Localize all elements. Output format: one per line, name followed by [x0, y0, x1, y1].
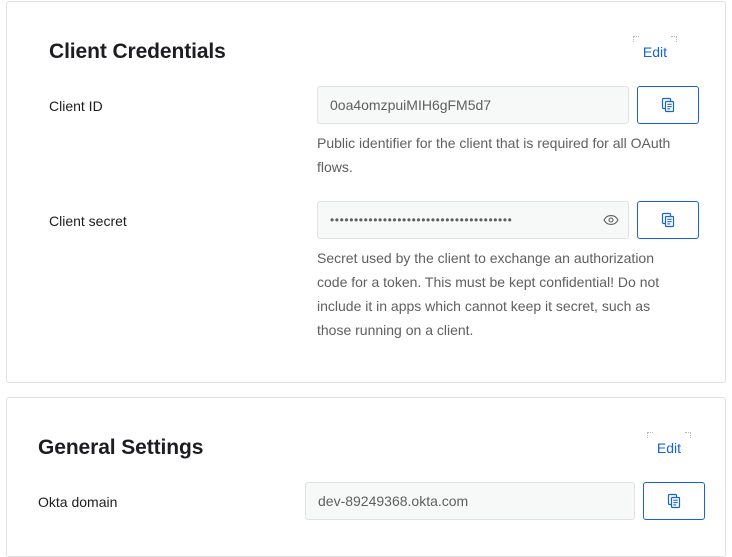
client-credentials-title: Client Credentials: [49, 40, 226, 63]
edit-client-credentials-link[interactable]: Edit: [637, 40, 673, 64]
general-settings-title: General Settings: [38, 436, 204, 459]
eye-icon[interactable]: [602, 211, 620, 229]
okta-domain-row: [27, 482, 705, 520]
okta-domain-label: Okta domain: [38, 494, 118, 510]
copy-okta-domain-button[interactable]: [643, 482, 705, 520]
copy-icon: [660, 212, 676, 228]
okta-domain-input[interactable]: dev-89249368.okta.com: [305, 482, 635, 520]
copy-icon: [666, 493, 682, 509]
client-credentials-header: [27, 24, 705, 64]
client-secret-input-wrap: [317, 201, 705, 239]
general-settings-card: [6, 397, 726, 557]
settings-page: [0, 1, 732, 548]
client-secret-help-text: Secret used by the client to exchange an authorization code for a token. This must be kept confidential! Do not include it in apps which cannot keep it secret, such as those running on a client.: [317, 250, 660, 338]
okta-domain-input-wrap: [305, 482, 705, 520]
client-id-body: [317, 86, 705, 179]
client-id-input-wrap: [317, 86, 705, 124]
client-id-input[interactable]: 0oa4omzpuiMIH6gFM5d7: [317, 86, 629, 124]
copy-icon: [660, 97, 676, 113]
copy-client-id-button[interactable]: [637, 86, 699, 124]
client-secret-label: Client secret: [49, 213, 127, 229]
copy-client-secret-button[interactable]: [637, 201, 699, 239]
okta-domain-body: [305, 482, 705, 520]
client-secret-input[interactable]: [317, 201, 629, 239]
client-secret-value: ••••••••••••••••••••••••••••••••••••••: [330, 213, 513, 227]
client-id-row: [27, 86, 705, 179]
client-id-help-text: Public identifier for the client that is required for all OAuth flows.: [317, 135, 671, 175]
general-settings-header: [27, 420, 705, 460]
client-secret-body: [317, 201, 705, 342]
client-secret-row: [27, 201, 705, 342]
client-credentials-card: [6, 1, 726, 383]
client-id-label: Client ID: [49, 98, 103, 114]
edit-general-settings-link[interactable]: Edit: [651, 436, 687, 460]
